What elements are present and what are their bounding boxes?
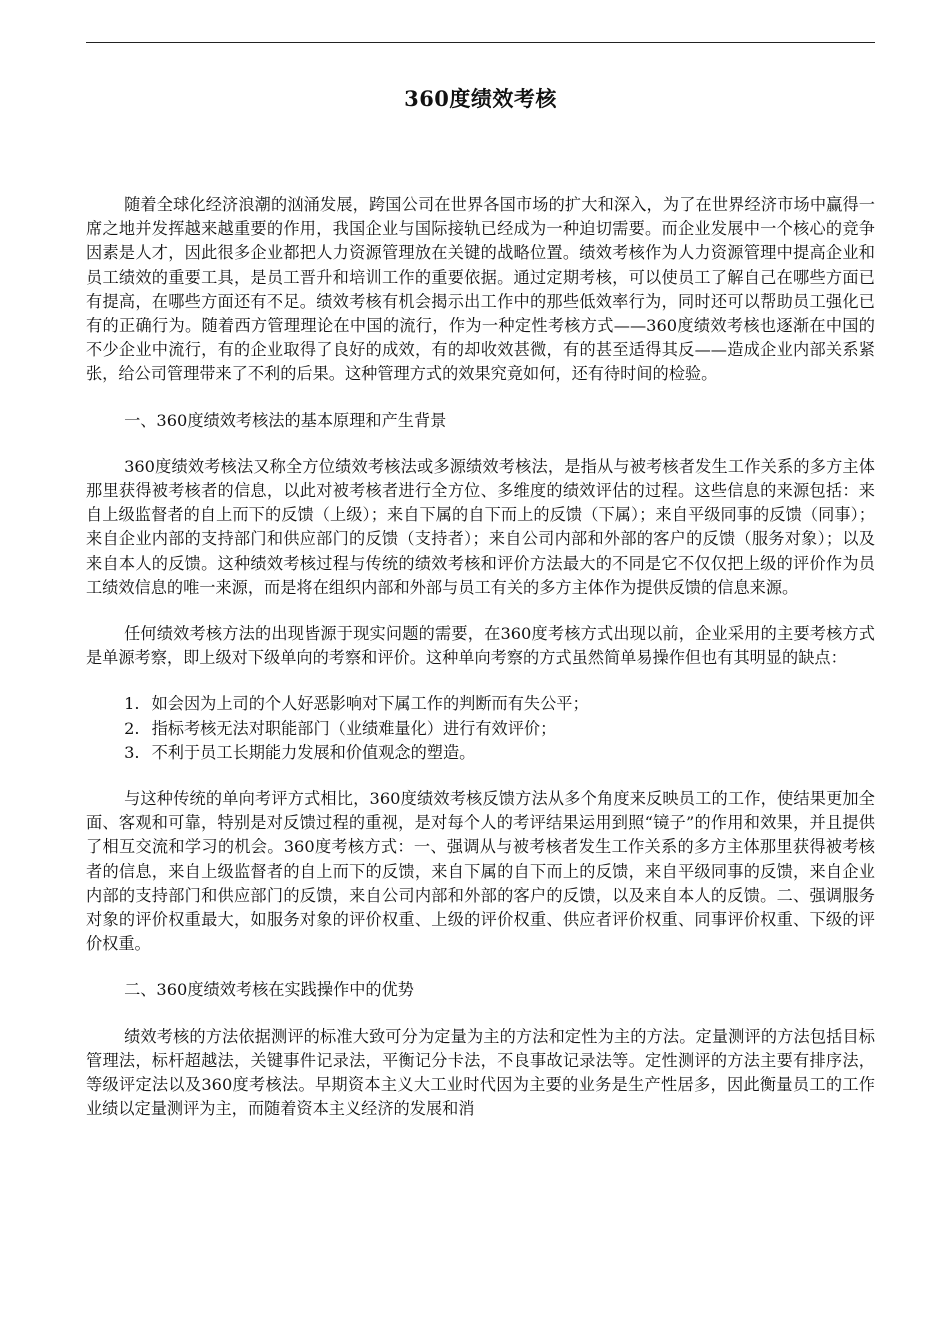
methods-paragraph: 绩效考核的方法依据测评的标准大致可分为定量为主的方法和定性为主的方法。定量测评的方法包括目标管理法，标杆超越法，关键事件记录法，平衡记分卡法，不良事故记录法等。定性测评的方法主要有排序法，等级评定法以及360度考核法。早期资本主义大工业时代因为主要的业务是生产性居多，因此衡量员工的工作业绩以定量测评为主，而随着资本主义经济的发展和消	[86, 1026, 875, 1119]
list-item	[86, 741, 875, 765]
list-item	[86, 692, 875, 716]
list-item-number: 2.	[124, 718, 140, 738]
list-item-number: 1.	[124, 694, 140, 714]
list-item-text: 不利于员工长期能力发展和价值观念的塑造。	[151, 742, 476, 762]
list-item	[86, 717, 875, 741]
document-title: 360度绩效考核	[404, 86, 557, 111]
intro-paragraph: 随着全球化经济浪潮的汹涌发展，跨国公司在世界各国市场的扩大和深入，为了在世界经济市场中赢得一席之地并发挥越来越重要的作用，我国企业与国际接轨已经成为一种迫切需要。而企业发展中一个核心的竞争因素是人才，因此很多企业都把人力资源管理放在关键的战略位置。绩效考核作为人力资源管理中提高企业和员工绩效的重要工具，是员工晋升和培训工作的重要依据。通过定期考核，可以使员工了解自己在哪些方面已有提高，在哪些方面还有不足。绩效考核有机会揭示出工作中的那些低效率行为，同时还可以帮助员工强化已有的正确行为。随着西方管理理论在中国的流行，作为一种定性考核方式——360度绩效考核也逐渐在中国的不少企业中流行，有的企业取得了良好的成效，有的却收效甚微，有的甚至适得其反——造成企业内部关系紧张，给公司管理带来了不利的后果。这种管理方式的效果究竟如何，还有待时间的检验。	[86, 195, 875, 384]
section-heading-2: 二、360度绩效考核在实践操作中的优势	[124, 980, 414, 1000]
drawbacks-list	[86, 692, 875, 765]
background-paragraph: 任何绩效考核方法的出现皆源于现实问题的需要，在360度考核方式出现以前，企业采用的主要考核方式是单源考察，即上级对下级单向的考察和评价。这种单向考察的方式虽然简单易操作但也有其明显的缺点：	[86, 624, 875, 668]
header-rule	[86, 42, 875, 43]
comparison-paragraph: 与这种传统的单向考评方式相比，360度绩效考核反馈方法从多个角度来反映员工的工作，使结果更加全面、客观和可靠，特别是对反馈过程的重视，是对每个人的考评结果运用到照“镜子”的作用和效果，并且提供了相互交流和学习的机会。360度考核方式：一、强调从与被考核者发生工作关系的多方主体那里获得被考核者的信息，来自上级监督者的自上而下的反馈，来自下属的自下而上的反馈，来自平级同事的反馈，来自企业内部的支持部门和供应部门的反馈，来自公司内部和外部的客户的反馈，以及来自本人的反馈。二、强调服务对象的评价权重最大，如服务对象的评价权重、上级的评价权重、供应者评价权重、同事评价权重、下级的评价权重。	[86, 789, 875, 954]
list-item-text: 指标考核无法对职能部门（业绩难量化）进行有效评价；	[151, 718, 557, 738]
list-item-text: 如会因为上司的个人好恶影响对下属工作的判断而有失公平；	[151, 694, 589, 714]
section-heading-1: 一、360度绩效考核法的基本原理和产生背景	[124, 410, 447, 430]
list-item-number: 3.	[124, 742, 140, 762]
principle-paragraph: 360度绩效考核法又称全方位绩效考核法或多源绩效考核法，是指从与被考核者发生工作关系的多方主体那里获得被考核者的信息，以此对被考核者进行全方位、多维度的绩效评估的过程。这些信息的来源包括：来自上级监督者的自上而下的反馈（上级）；来自下属的自下而上的反馈（下属）；来自平级同事的反馈（同事）；来自企业内部的支持部门和供应部门的反馈（支持者）；来自公司内部和外部的客户的反馈（服务对象）；以及来自本人的反馈。这种绩效考核过程与传统的绩效考核和评价方法最大的不同是它不仅仅把上级的评价作为员工绩效信息的唯一来源，而是将在组织内部和外部与员工有关的多方主体作为提供反馈的信息来源。	[86, 456, 875, 597]
document-body	[86, 193, 875, 1144]
